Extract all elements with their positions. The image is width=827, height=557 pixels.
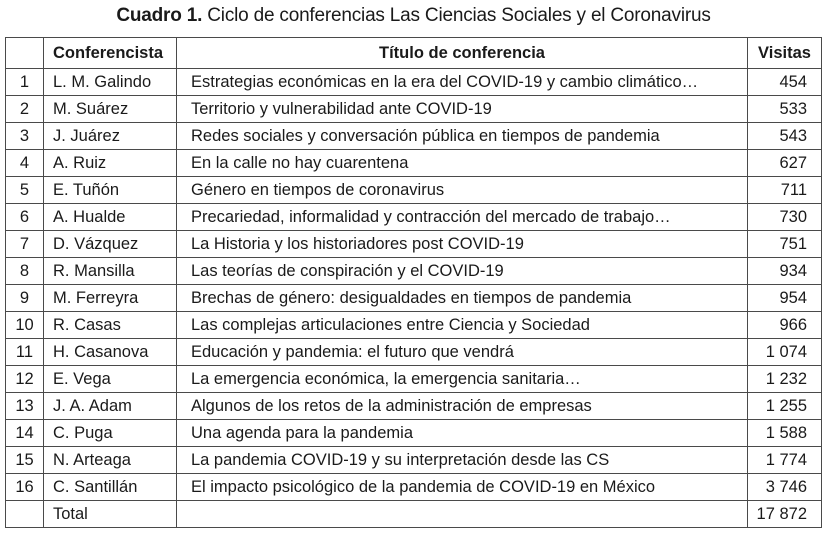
row-visits: 966: [748, 312, 822, 339]
row-speaker: E. Tuñón: [44, 177, 177, 204]
row-visits: 751: [748, 231, 822, 258]
total-visits: 17 872: [748, 501, 822, 528]
row-speaker: A. Hualde: [44, 204, 177, 231]
row-speaker: L. M. Galindo: [44, 69, 177, 96]
row-title: La pandemia COVID-19 y su interpretación desde las CS: [177, 447, 748, 474]
header-number: [6, 38, 44, 69]
row-number: 2: [6, 96, 44, 123]
caption-text: Ciclo de conferencias Las Ciencias Sociales y el Coronavirus: [207, 5, 711, 26]
row-visits: 934: [748, 258, 822, 285]
row-title: Educación y pandemia: el futuro que vendrá: [177, 339, 748, 366]
row-number: 3: [6, 123, 44, 150]
row-number: 6: [6, 204, 44, 231]
row-title: Algunos de los retos de la administración de empresas: [177, 393, 748, 420]
row-number: 13: [6, 393, 44, 420]
table-caption: [0, 3, 827, 29]
row-number: 16: [6, 474, 44, 501]
total-row: [6, 501, 822, 528]
table-body: [6, 69, 822, 528]
table-row: [6, 96, 822, 123]
table-row: [6, 123, 822, 150]
row-speaker: M. Ferreyra: [44, 285, 177, 312]
row-speaker: N. Arteaga: [44, 447, 177, 474]
table-row: [6, 150, 822, 177]
row-visits: 730: [748, 204, 822, 231]
row-visits: 454: [748, 69, 822, 96]
row-speaker: J. A. Adam: [44, 393, 177, 420]
row-visits: 1 255: [748, 393, 822, 420]
table-row: [6, 231, 822, 258]
table-row: [6, 285, 822, 312]
row-title: En la calle no hay cuarentena: [177, 150, 748, 177]
header-speaker: Conferencista: [44, 38, 177, 69]
row-title: Territorio y vulnerabilidad ante COVID-19: [177, 96, 748, 123]
row-speaker: R. Mansilla: [44, 258, 177, 285]
caption-label: Cuadro 1.: [116, 5, 203, 26]
row-visits: 3 746: [748, 474, 822, 501]
row-number: 15: [6, 447, 44, 474]
row-number: 10: [6, 312, 44, 339]
row-speaker: C. Puga: [44, 420, 177, 447]
table-row: [6, 474, 822, 501]
table-row: [6, 447, 822, 474]
row-title: Las teorías de conspiración y el COVID-19: [177, 258, 748, 285]
row-number: 4: [6, 150, 44, 177]
row-speaker: R. Casas: [44, 312, 177, 339]
conference-table: [5, 37, 822, 528]
row-visits: 543: [748, 123, 822, 150]
row-title: Género en tiempos de coronavirus: [177, 177, 748, 204]
table-row: [6, 420, 822, 447]
table-row: [6, 366, 822, 393]
row-visits: 1 774: [748, 447, 822, 474]
row-title: Redes sociales y conversación pública en tiempos de pandemia: [177, 123, 748, 150]
row-number: 1: [6, 69, 44, 96]
header-visits: Visitas: [748, 38, 822, 69]
row-visits: 533: [748, 96, 822, 123]
table-row: [6, 177, 822, 204]
row-title: Estrategias económicas en la era del COVID-19 y cambio climático…: [177, 69, 748, 96]
row-speaker: J. Juárez: [44, 123, 177, 150]
row-title: La Historia y los historiadores post COVID-19: [177, 231, 748, 258]
row-title: Las complejas articulaciones entre Ciencia y Sociedad: [177, 312, 748, 339]
row-visits: 711: [748, 177, 822, 204]
row-number: 12: [6, 366, 44, 393]
row-speaker: E. Vega: [44, 366, 177, 393]
row-visits: 1 588: [748, 420, 822, 447]
row-number: 8: [6, 258, 44, 285]
header-title: Título de conferencia: [177, 38, 748, 69]
row-title: Una agenda para la pandemia: [177, 420, 748, 447]
row-title: Brechas de género: desigualdades en tiempos de pandemia: [177, 285, 748, 312]
row-visits: 954: [748, 285, 822, 312]
table-row: [6, 312, 822, 339]
row-speaker: M. Suárez: [44, 96, 177, 123]
table-row: [6, 393, 822, 420]
table-row: [6, 69, 822, 96]
table-header-row: [6, 38, 822, 69]
row-title: Precariedad, informalidad y contracción del mercado de trabajo…: [177, 204, 748, 231]
row-visits: 1 074: [748, 339, 822, 366]
row-visits: 1 232: [748, 366, 822, 393]
row-speaker: C. Santillán: [44, 474, 177, 501]
row-title: La emergencia económica, la emergencia sanitaria…: [177, 366, 748, 393]
table-row: [6, 258, 822, 285]
row-number: 9: [6, 285, 44, 312]
row-visits: 627: [748, 150, 822, 177]
row-number: 11: [6, 339, 44, 366]
row-number: 7: [6, 231, 44, 258]
row-speaker: A. Ruiz: [44, 150, 177, 177]
row-number: 5: [6, 177, 44, 204]
total-number-cell: [6, 501, 44, 528]
table-row: [6, 339, 822, 366]
row-number: 14: [6, 420, 44, 447]
total-title-cell: [177, 501, 748, 528]
row-speaker: H. Casanova: [44, 339, 177, 366]
total-label: Total: [44, 501, 177, 528]
row-speaker: D. Vázquez: [44, 231, 177, 258]
row-title: El impacto psicológico de la pandemia de COVID-19 en México: [177, 474, 748, 501]
table-row: [6, 204, 822, 231]
